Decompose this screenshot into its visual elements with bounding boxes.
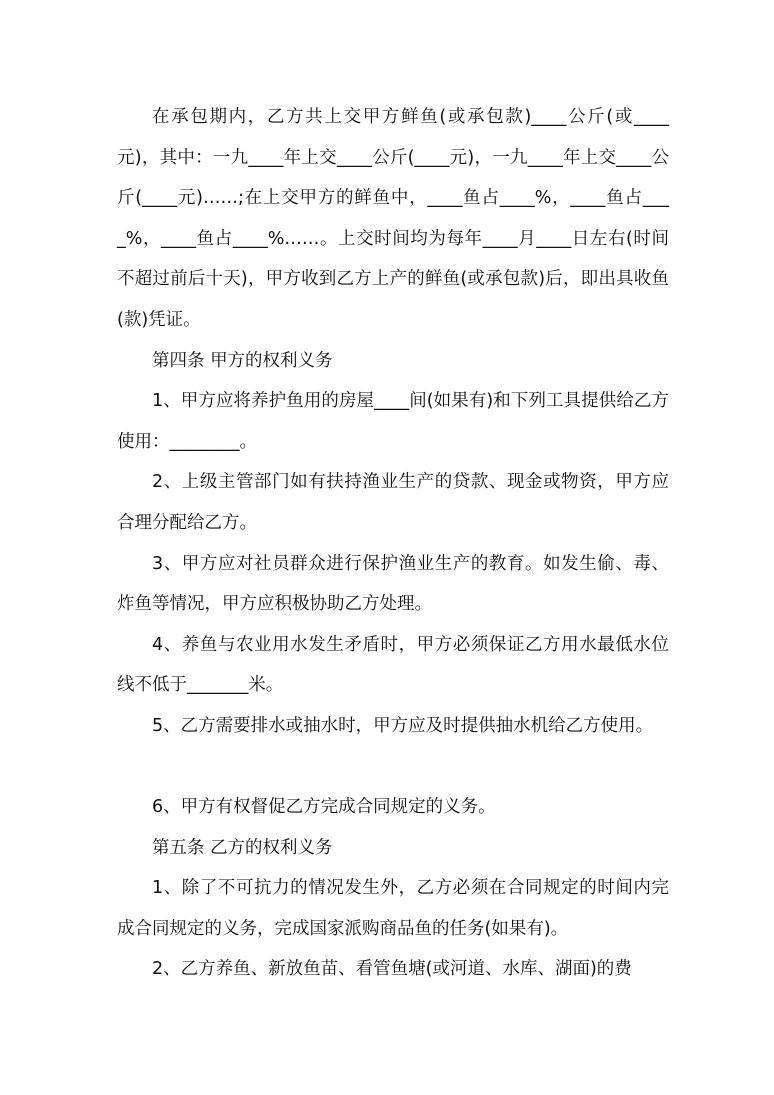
article-4-item-3: 3、甲方应对社员群众进行保护渔业生产的教育。如发生偷、毒、炸鱼等情况，甲方应积极协助乙方处理。 [117, 553, 669, 615]
paragraph-spacer [117, 747, 669, 788]
article-4-item-5: 5、乙方需要排水或抽水时，甲方应及时提供抽水机给乙方使用。 [152, 715, 654, 736]
article-5-item-2: 2、乙方养鱼、新放鱼苗、看管鱼塘(或河道、水库、湖面)的费 [152, 959, 632, 980]
article-5-item-1: 1、除了不可抗力的情况发生外，乙方必须在合同规定的时间内完成合同规定的义务，完成国家派购商品鱼的任务(如果有)。 [117, 878, 669, 939]
tribute-paragraph: 在承包期内，乙方共上交甲方鲜鱼(或承包款)____公斤(或____元)，其中：一九____年上交____公斤(____元)，一九____年上交____公斤(____元)……;在上交甲方的鲜鱼中，____鱼占____%，____鱼占____%，____鱼占____%……。上交时间均为每年____月____日左右(时间不超过前后十天)，甲方收到乙方上产的鲜鱼(或承包款)后，即出具收鱼(款)凭证。 [117, 107, 669, 330]
document-page [117, 97, 669, 990]
article-4-item-6: 6、甲方有权督促乙方完成合同规定的义务。 [152, 797, 496, 818]
article-4-item-4: 4、养鱼与农业用水发生矛盾时，甲方必须保证乙方用水最低水位线不低于_______米。 [117, 634, 669, 696]
article-4-heading: 第四条 甲方的权利义务 [152, 350, 333, 371]
article-4-item-2: 2、上级主管部门如有扶持渔业生产的贷款、现金或物资，甲方应合理分配给乙方。 [117, 472, 669, 533]
article-4-item-1: 1、甲方应将养护鱼用的房屋____间(如果有)和下列工具提供给乙方使用：________。 [117, 391, 669, 452]
article-5-heading: 第五条 乙方的权利义务 [152, 837, 333, 858]
